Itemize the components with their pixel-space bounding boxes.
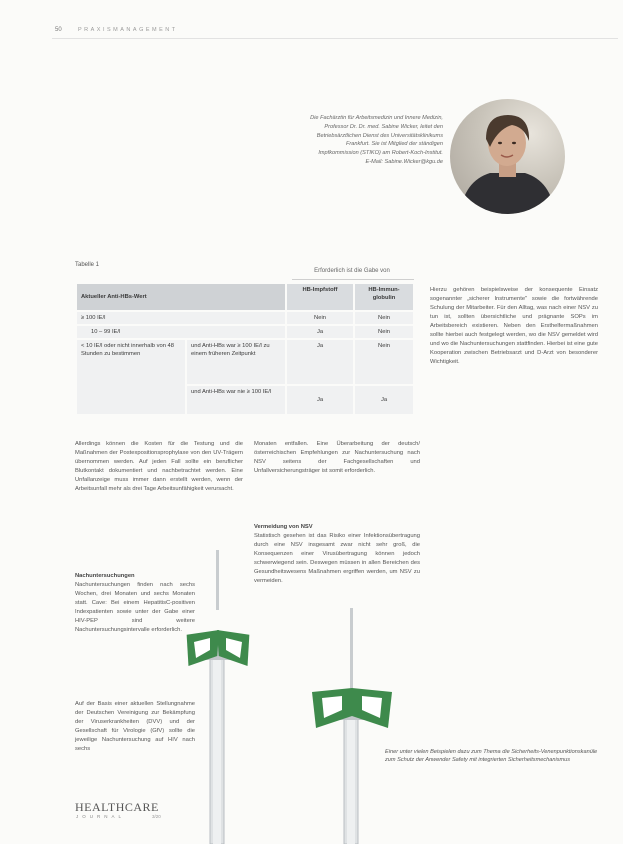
row-vaccine: Ja [287, 340, 353, 384]
journal-logo: HEALTHCARE [75, 800, 159, 814]
subheading: Nachuntersuchungen [75, 573, 135, 579]
row-vaccine: Ja [287, 326, 353, 338]
header-divider [52, 38, 618, 39]
paragraph: Auf der Basis einer aktuellen Stellungnahme der Deutschen Vereinigung zur Bekämpfung der Viruserkrankheiten (DVV) und der Gesellschaft für Virologie (GfV) sollte die jeweilige Nachuntersuchung auf HIV nach sechs [75, 701, 195, 753]
row-value: 10 – 99 IE/l [77, 326, 285, 338]
table-row [77, 326, 413, 338]
illustration-caption: Einer unter vielen Beispielen dazu zum Thema die Sicherheits-Venenpunktionskanüle zum Schutz der Anwender Safety mit integrierten Sicherheitsmechanismus [385, 749, 598, 764]
photo-caption [228, 114, 443, 167]
caption-line: Betriebsärztlichen Dienst des Universitätsklinikums [316, 132, 443, 139]
row-globulin: Ja [355, 386, 413, 414]
table-row [77, 312, 413, 324]
caption-line: Frankfurt. Sie ist Mitglied der ständigen [345, 141, 443, 148]
row-condition: und Anti-HBs war ≥ 100 IE/l zu einem früheren Zeitpunkt [187, 340, 285, 384]
table-label: Tabelle 1 [75, 262, 100, 268]
journal-logo-sub: JOURNAL [76, 814, 126, 819]
row-globulin: Nein [355, 326, 413, 338]
section-title: PRAXISMANAGEMENT [78, 27, 178, 33]
row-globulin: Nein [355, 312, 413, 324]
needle-left [184, 550, 251, 844]
paragraph: Monaten entfallen. Eine Überarbeitung der deutsch/österreichischen Empfehlungen zur Nachuntersuchung nach NSV seitens der Fachgesellschaften und Unfallversicherungsträger ist somit erforderlich. [254, 441, 420, 475]
subheading: Vermeidung von NSV [254, 524, 313, 530]
column-1-text [75, 440, 243, 494]
safety-cannula-illustration [150, 550, 480, 844]
paragraph: Statistisch gesehen ist das Risiko einer Infektionsübertragung durch eine NSV insgesamt zwar nicht sehr groß, die Konsequenzen einer Virusübertragung können jedoch schwerwiegend sein. Deswegen müssen in allen Bereichen des Gesundheitswesens Maßnahmen ergriffen werden, um NSV zu vermeiden. [254, 533, 420, 585]
paragraph: Allerdings können die Kosten für die Testung und die Maßnahmen der Postexpositionsprophylaxe von den UV-Trägern übernommen werden. Auf jeden Fall sollte ein beruflicher Blutkontakt dokumentiert und nachbetrachtet werden. Eine Unfallanzeige muss immer dann erstellt werden, wenn der Arbeitsunfall mehr als drei Tage Arbeitsunfähigkeit verursacht. [75, 441, 243, 493]
caption-line: Impfkommission (STIKO) am Robert-Koch-Institut. [318, 150, 443, 157]
row-vaccine: Ja [287, 386, 353, 414]
row-vaccine: Nein [287, 312, 353, 324]
paragraph: Hierzu gehören beispielsweise der konsequente Einsatz sogenannter „sicherer Instrumente" sowie die fortwährende Schulung der Mitarbeiter. Für den Alltag, was nach einer NSV zu tun ist, sollten übersichtliche und prägnante SOPs im Arbeitsbereich existieren. Neben den Ersthelfermaßnahmen sollte hierbei auch festgelegt werden, wo die NSV gemeldet wird und wo die Nachuntersuchungen stattfinden. Hierbei ist eine gute Kooperation zwischen Betriebsarzt und D-Arzt von besonderer Wichtigkeit. [430, 287, 598, 366]
table-span-header: Erforderlich ist die Gabe von [314, 268, 390, 274]
page-number: 50 [55, 27, 62, 33]
author-portrait [450, 99, 565, 214]
column-3-text [430, 286, 598, 367]
table-row [77, 340, 413, 384]
row-condition: und Anti-HBs war nie ≥ 100 IE/l [187, 386, 285, 414]
header-hb-globulin: HB-Immun-globulin [355, 284, 413, 310]
row-value: < 10 IE/l oder nicht innerhalb von 48 Stunden zu bestimmen [77, 340, 185, 414]
needle-right [312, 608, 392, 844]
table-header-row [77, 284, 413, 310]
caption-line: Die Fachärztin für Arbeitsmedizin und Innere Medizin, [310, 115, 443, 121]
row-value: ≥ 100 IE/l [77, 312, 285, 324]
row-globulin: Nein [355, 340, 413, 384]
anti-hbs-table [75, 282, 415, 416]
caption-line: E-Mail: Sabine.Wicker@kgu.de [365, 158, 443, 165]
header-hb-vaccine: HB-Impfstoff [287, 284, 353, 310]
table-span-rule [292, 279, 414, 280]
column-2-text [254, 440, 420, 476]
caption-line: Professor Dr. Dr. med. Sabine Wicker, leitet den [324, 123, 443, 130]
header-current-value: Aktueller Anti-HBs-Wert [77, 284, 285, 310]
issue-number: 3/20 [152, 814, 161, 819]
paragraph: Nachuntersuchungen finden nach sechs Wochen, drei Monaten und sechs Monaten statt. Cave: Bei einem HepatitisC-positiven Indexpatienten sowie unter der Gabe einer HIV-PEP sind weitere Nachuntersuchungsintervalle erforderlich. [75, 582, 195, 634]
